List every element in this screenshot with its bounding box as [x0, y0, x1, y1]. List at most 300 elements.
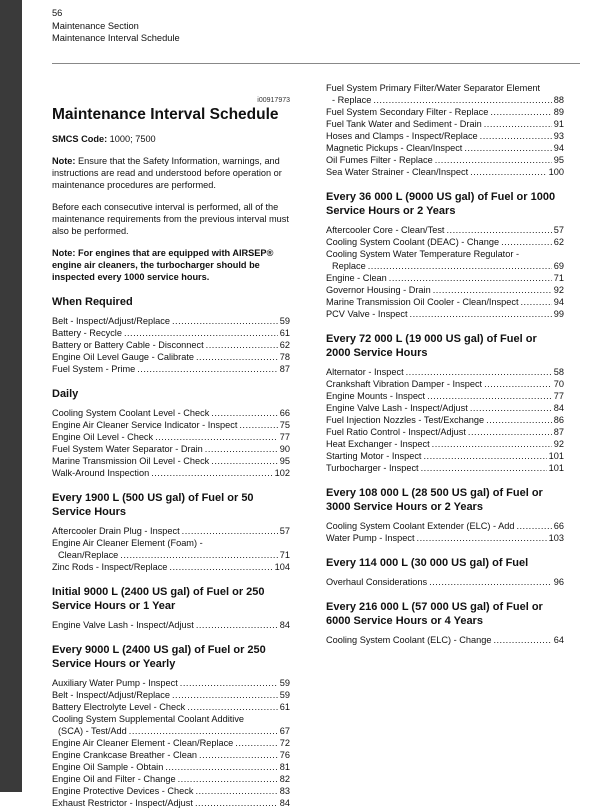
dot-leader — [373, 94, 551, 106]
toc-entry[interactable] — [52, 467, 290, 479]
left-column — [52, 96, 290, 809]
toc-entry[interactable] — [326, 106, 564, 118]
toc-entry[interactable] — [326, 296, 564, 308]
toc-entry[interactable] — [326, 450, 564, 462]
dot-leader — [435, 154, 552, 166]
toc-entry[interactable] — [326, 576, 564, 588]
dot-leader — [468, 426, 552, 438]
dot-leader — [195, 797, 278, 809]
entry-title: Fuel System Water Separator - Drain — [52, 444, 203, 454]
toc-entry[interactable] — [326, 308, 564, 320]
entry-row — [52, 619, 290, 631]
entry-page: 84 — [279, 620, 290, 630]
toc-entry[interactable] — [326, 414, 564, 426]
entry-title: PCV Valve - Inspect — [326, 309, 408, 319]
dot-leader — [151, 467, 272, 479]
dot-leader — [516, 520, 551, 532]
entry-page: 70 — [553, 379, 564, 389]
entry-title: Marine Transmission Oil Level - Check — [52, 456, 210, 466]
entry-page: 84 — [279, 798, 290, 808]
toc-entry[interactable] — [52, 443, 290, 455]
entry-title: Zinc Rods - Inspect/Replace — [52, 562, 168, 572]
dot-leader — [172, 689, 278, 701]
dot-leader — [199, 749, 278, 761]
interval-section — [326, 332, 564, 474]
entry-row — [52, 701, 290, 713]
entry-title: Engine Oil Level - Check — [52, 432, 154, 442]
entry-page: 87 — [279, 364, 290, 374]
toc-entry[interactable] — [52, 677, 290, 689]
dot-leader — [169, 561, 272, 573]
entry-row — [52, 549, 290, 561]
entry-title: Battery or Battery Cable - Disconnect — [52, 340, 204, 350]
entry-title: Engine Air Cleaner Element (Foam) - — [52, 538, 203, 548]
entry-row — [52, 561, 290, 573]
toc-entry[interactable] — [326, 402, 564, 414]
right-column — [326, 82, 564, 646]
entry-page: 100 — [548, 167, 564, 177]
entry-row — [326, 224, 564, 236]
dot-leader — [427, 390, 552, 402]
dot-leader — [137, 363, 278, 375]
note-text: Ensure that the Safety Information, warnings, and instructions are read and understood before operation or maintenance procedures are performed. — [52, 156, 282, 190]
entry-title-cont: Clean/Replace — [58, 550, 119, 560]
entry-page: 66 — [553, 521, 564, 531]
entry-title: Water Pump - Inspect — [326, 533, 415, 543]
toc-entry[interactable] — [326, 130, 564, 142]
section-name: Maintenance Section — [52, 20, 139, 31]
entry-title: Crankshaft Vibration Damper - Inspect — [326, 379, 483, 389]
dot-leader — [235, 737, 277, 749]
entry-page: 103 — [548, 533, 564, 543]
toc-entry[interactable] — [326, 118, 564, 130]
entry-title: Cooling System Coolant Extender (ELC) - Add — [326, 521, 515, 531]
interval-section — [326, 486, 564, 544]
toc-entry[interactable] — [52, 419, 290, 431]
entry-row — [52, 443, 290, 455]
entry-title: Magnetic Pickups - Clean/Inspect — [326, 143, 463, 153]
toc-entry[interactable] — [326, 154, 564, 166]
entry-row — [52, 363, 290, 375]
entry-row — [52, 419, 290, 431]
entry-page: 92 — [553, 439, 564, 449]
entry-row — [326, 520, 564, 532]
entry-page: 104 — [274, 562, 290, 572]
toc-entry[interactable] — [52, 785, 290, 797]
interval-paragraph: Before each consecutive interval is performed, all of the maintenance requirements from the previous interval must also be performed. — [52, 202, 289, 236]
note-label: Note: — [52, 156, 76, 166]
toc-entry[interactable] — [326, 390, 564, 402]
entry-row — [326, 402, 564, 414]
entry-title: Engine Air Cleaner Service Indicator - Inspect — [52, 420, 238, 430]
dot-leader — [155, 431, 278, 443]
entry-title: Heat Exchanger - Inspect — [326, 439, 430, 449]
entry-page: 102 — [274, 468, 290, 478]
entry-row — [52, 749, 290, 761]
toc-entry[interactable] — [326, 438, 564, 450]
entry-row — [52, 467, 290, 479]
entry-row — [52, 773, 290, 785]
dot-leader — [239, 419, 277, 431]
dot-leader — [521, 296, 552, 308]
toc-entry[interactable] — [326, 366, 564, 378]
entry-page: 82 — [279, 774, 290, 784]
entry-page: 78 — [279, 352, 290, 362]
entry-title: Walk-Around Inspection — [52, 468, 150, 478]
entry-page: 57 — [553, 225, 564, 235]
interval-section — [326, 600, 564, 646]
toc-entry[interactable] — [52, 773, 290, 785]
entry-page: 61 — [279, 702, 290, 712]
interval-heading: Every 1900 L (500 US gal) of Fuel or 50 Service Hours — [52, 492, 254, 518]
entry-title: Engine Crankcase Breather - Clean — [52, 750, 198, 760]
entry-page: 77 — [279, 432, 290, 442]
entry-page: 94 — [553, 297, 564, 307]
entry-title: Exhaust Restrictor - Inspect/Adjust — [52, 798, 193, 808]
dot-leader — [421, 462, 547, 474]
dot-leader — [180, 677, 278, 689]
page-title: Maintenance Interval Schedule — [52, 106, 279, 123]
airsep-note — [52, 247, 290, 283]
interval-heading: Every 108 000 L (28 500 US gal) of Fuel or 3000 Service Hours or 2 Years — [326, 487, 543, 513]
entry-title: Belt - Inspect/Adjust/Replace — [52, 316, 170, 326]
entry-title: Engine Mounts - Inspect — [326, 391, 426, 401]
dot-leader — [124, 327, 278, 339]
entry-page: 81 — [279, 762, 290, 772]
dot-leader — [493, 634, 551, 646]
header-rule — [52, 63, 580, 64]
toc-entry[interactable] — [326, 462, 564, 474]
entry-page: 101 — [548, 463, 564, 473]
entry-page: 91 — [553, 119, 564, 129]
entry-page: 86 — [553, 415, 564, 425]
dot-leader — [182, 525, 278, 537]
entry-page: 93 — [553, 131, 564, 141]
entry-row — [326, 118, 564, 130]
subsection-name: Maintenance Interval Schedule — [52, 33, 180, 43]
entry-page: 59 — [279, 316, 290, 326]
entry-row — [326, 308, 564, 320]
entry-row — [326, 130, 564, 142]
entry-page: 96 — [553, 577, 564, 587]
toc-entry[interactable] — [326, 284, 564, 296]
entry-row — [326, 576, 564, 588]
toc-entry[interactable] — [52, 455, 290, 467]
dot-leader — [433, 284, 552, 296]
dot-leader — [470, 166, 547, 178]
entry-page: 75 — [279, 420, 290, 430]
entry-title: Oil Fumes Filter - Replace — [326, 155, 433, 165]
entry-page: 71 — [279, 550, 290, 560]
interval-section — [326, 556, 564, 588]
entry-row — [326, 272, 564, 284]
entry-title: Engine Oil and Filter - Change — [52, 774, 176, 784]
dot-leader — [429, 576, 552, 588]
toc-entry[interactable] — [52, 537, 290, 561]
entry-page: 92 — [553, 285, 564, 295]
toc-entry[interactable] — [52, 737, 290, 749]
toc-entry[interactable] — [52, 689, 290, 701]
toc-entry[interactable] — [52, 619, 290, 631]
entry-row — [326, 284, 564, 296]
entry-row — [52, 455, 290, 467]
entry-title: Aftercooler Core - Clean/Test — [326, 225, 445, 235]
entry-page: 62 — [553, 237, 564, 247]
entry-title: Fuel System Secondary Filter - Replace — [326, 107, 489, 117]
interval-heading: When Required — [52, 296, 133, 308]
toc-entry[interactable] — [52, 701, 290, 713]
dot-leader — [486, 414, 552, 426]
entry-title: Starting Motor - Inspect — [326, 451, 422, 461]
entry-title: Auxiliary Water Pump - Inspect — [52, 678, 178, 688]
entry-row — [326, 438, 564, 450]
dot-leader — [205, 443, 278, 455]
entry-row — [52, 725, 290, 737]
entry-row — [52, 407, 290, 419]
toc-entry[interactable] — [326, 248, 564, 272]
toc-entry[interactable] — [52, 713, 290, 737]
toc-entry[interactable] — [52, 407, 290, 419]
entry-page: 89 — [553, 107, 564, 117]
smcs-code — [52, 133, 290, 145]
entry-row — [326, 366, 564, 378]
smcs-label: SMCS Code: — [52, 134, 108, 144]
entry-row — [52, 339, 290, 351]
dot-leader — [196, 619, 278, 631]
dot-leader — [129, 725, 278, 737]
entry-row — [52, 761, 290, 773]
toc-entry[interactable] — [52, 561, 290, 573]
dot-leader — [484, 118, 552, 130]
dot-leader — [172, 315, 278, 327]
entry-page: 90 — [279, 444, 290, 454]
safety-note — [52, 155, 290, 191]
dot-leader — [389, 272, 552, 284]
dot-leader — [211, 407, 277, 419]
entry-title: Battery Electrolyte Level - Check — [52, 702, 186, 712]
dot-leader — [165, 761, 277, 773]
dot-leader — [196, 351, 278, 363]
entry-page: 83 — [279, 786, 290, 796]
entry-page: 67 — [279, 726, 290, 736]
interval-heading: Daily — [52, 388, 79, 400]
entry-page: 95 — [553, 155, 564, 165]
toc-entry[interactable] — [326, 520, 564, 532]
interval-heading: Every 9000 L (2400 US gal) of Fuel or 250 Service Hours or Yearly — [52, 644, 266, 670]
entry-title: Aftercooler Drain Plug - Inspect — [52, 526, 180, 536]
dot-leader — [490, 106, 551, 118]
entry-title: Hoses and Clamps - Inspect/Replace — [326, 131, 478, 141]
interval-heading: Every 72 000 L (19 000 US gal) of Fuel or 2000 Service Hours — [326, 333, 537, 359]
entry-row — [326, 106, 564, 118]
entry-page: 76 — [279, 750, 290, 760]
toc-entry[interactable] — [326, 82, 564, 106]
entry-page: 59 — [279, 678, 290, 688]
toc-entry[interactable] — [326, 426, 564, 438]
toc-entry[interactable] — [52, 327, 290, 339]
interval-heading: Initial 9000 L (2400 US gal) of Fuel or 250 Service Hours or 1 Year — [52, 586, 265, 612]
interval-section — [52, 643, 290, 809]
dot-leader — [195, 785, 277, 797]
dot-leader — [424, 450, 547, 462]
entry-page: 61 — [279, 328, 290, 338]
dot-leader — [480, 130, 552, 142]
interval-heading: Every 36 000 L (9000 US gal) of Fuel or 1000 Service Hours or 2 Years — [326, 191, 556, 217]
interval-section — [52, 491, 290, 573]
entry-title: Fuel System Primary Filter/Water Separator Element — [326, 83, 541, 93]
dot-leader — [120, 549, 277, 561]
toc-entry[interactable] — [52, 749, 290, 761]
entry-row — [326, 94, 564, 106]
dot-leader — [187, 701, 277, 713]
toc-entry[interactable] — [326, 224, 564, 236]
entry-row — [326, 378, 564, 390]
entry-title: Sea Water Strainer - Clean/Inspect — [326, 167, 469, 177]
entry-title: Fuel System - Prime — [52, 364, 136, 374]
dot-leader — [446, 224, 551, 236]
entry-title-cont: - Replace — [332, 95, 372, 105]
entry-title: Cooling System Water Temperature Regulator - — [326, 249, 520, 259]
entry-title: Battery - Recycle — [52, 328, 122, 338]
entry-row — [52, 689, 290, 701]
dot-leader — [178, 773, 278, 785]
entry-title: Alternator - Inspect — [326, 367, 404, 377]
entry-page: 88 — [553, 95, 564, 105]
toc-entry[interactable] — [326, 166, 564, 178]
entry-page: 71 — [553, 273, 564, 283]
entry-title: Engine - Clean — [326, 273, 387, 283]
entry-title: Engine Oil Level Gauge - Calibrate — [52, 352, 194, 362]
interval-section — [326, 190, 564, 320]
interval-section — [52, 585, 290, 631]
interval-heading: Every 216 000 L (57 000 US gal) of Fuel or 6000 Service Hours or 4 Years — [326, 601, 543, 627]
entry-title: Cooling System Coolant (DEAC) - Change — [326, 237, 500, 247]
entry-row — [326, 426, 564, 438]
entry-row — [52, 737, 290, 749]
entry-page: 87 — [553, 427, 564, 437]
airsep-note-text: Note: For engines that are equipped with AIRSEP® engine air cleaners, the turbocharger should be inspected every 1000 service hours. — [52, 248, 274, 282]
dot-leader — [432, 438, 552, 450]
entry-page: 57 — [279, 526, 290, 536]
dot-leader — [406, 366, 552, 378]
dot-leader — [501, 236, 552, 248]
dot-leader — [464, 142, 551, 154]
entry-title-cont: Replace — [332, 261, 366, 271]
entry-title: Overhaul Considerations — [326, 577, 428, 587]
entry-page: 95 — [279, 456, 290, 466]
entry-title: Engine Valve Lash - Inspect/Adjust — [52, 620, 194, 630]
entry-page: 69 — [553, 261, 564, 271]
page-edge-bar — [0, 0, 22, 792]
entry-page: 62 — [279, 340, 290, 350]
entry-row — [52, 797, 290, 809]
toc-entry[interactable] — [326, 532, 564, 544]
toc-entry[interactable] — [326, 236, 564, 248]
entry-row — [326, 142, 564, 154]
toc-entry[interactable] — [326, 378, 564, 390]
toc-entry[interactable] — [52, 797, 290, 809]
entry-title: Governor Housing - Drain — [326, 285, 431, 295]
interval-heading: Every 114 000 L (30 000 US gal) of Fuel — [326, 557, 529, 569]
entry-page: 58 — [553, 367, 564, 377]
entry-row — [326, 390, 564, 402]
smcs-value: 1000; 7500 — [107, 134, 156, 144]
toc-entry[interactable] — [52, 525, 290, 537]
entry-row — [326, 450, 564, 462]
toc-entry[interactable] — [52, 761, 290, 773]
toc-entry[interactable] — [52, 315, 290, 327]
entry-row — [52, 525, 290, 537]
entry-title: Cooling System Coolant (ELC) - Change — [326, 635, 492, 645]
entry-page: 66 — [279, 408, 290, 418]
dot-leader — [470, 402, 552, 414]
toc-entry[interactable] — [52, 363, 290, 375]
entry-title: Turbocharger - Inspect — [326, 463, 419, 473]
entry-row — [52, 327, 290, 339]
interval-section — [52, 295, 290, 375]
toc-entry[interactable] — [52, 351, 290, 363]
entry-row — [326, 462, 564, 474]
entry-title: Engine Air Cleaner Element - Clean/Replace — [52, 738, 234, 748]
dot-leader — [206, 339, 278, 351]
toc-entry[interactable] — [52, 339, 290, 351]
entry-page: 77 — [553, 391, 564, 401]
entry-row — [326, 634, 564, 646]
entry-row — [326, 166, 564, 178]
dot-leader — [410, 308, 552, 320]
entry-page: 101 — [548, 451, 564, 461]
entry-row — [326, 236, 564, 248]
entry-title: Engine Valve Lash - Inspect/Adjust — [326, 403, 468, 413]
interval-section — [52, 387, 290, 479]
entry-title: Cooling System Coolant Level - Check — [52, 408, 210, 418]
entry-title: Engine Protective Devices - Check — [52, 786, 194, 796]
entry-row — [52, 431, 290, 443]
dot-leader — [484, 378, 552, 390]
entry-title: Fuel Tank Water and Sediment - Drain — [326, 119, 482, 129]
entry-row — [52, 677, 290, 689]
image-id: i00917973 — [257, 97, 290, 104]
entry-row — [326, 532, 564, 544]
entry-row — [326, 260, 564, 272]
entry-title: Fuel Injection Nozzles - Test/Exchange — [326, 415, 485, 425]
entry-page: 59 — [279, 690, 290, 700]
toc-entry[interactable] — [326, 634, 564, 646]
toc-entry[interactable] — [326, 142, 564, 154]
entry-row — [52, 315, 290, 327]
entry-title: Marine Transmission Oil Cooler - Clean/Inspect — [326, 297, 519, 307]
entry-title: Belt - Inspect/Adjust/Replace — [52, 690, 170, 700]
running-header — [52, 7, 180, 45]
toc-entry[interactable] — [52, 431, 290, 443]
entry-title: Fuel Ratio Control - Inspect/Adjust — [326, 427, 466, 437]
entry-page: 64 — [553, 635, 564, 645]
dot-leader — [368, 260, 552, 272]
entry-title: Cooling System Supplemental Coolant Additive — [52, 714, 245, 724]
interval-section — [326, 82, 564, 178]
entry-page: 99 — [553, 309, 564, 319]
entry-row — [52, 785, 290, 797]
entry-row — [326, 154, 564, 166]
dot-leader — [417, 532, 547, 544]
entry-title: Engine Oil Sample - Obtain — [52, 762, 164, 772]
entry-title-cont: (SCA) - Test/Add — [58, 726, 127, 736]
entry-row — [52, 351, 290, 363]
dot-leader — [211, 455, 278, 467]
toc-entry[interactable] — [326, 272, 564, 284]
entry-row — [326, 414, 564, 426]
entry-page: 94 — [553, 143, 564, 153]
